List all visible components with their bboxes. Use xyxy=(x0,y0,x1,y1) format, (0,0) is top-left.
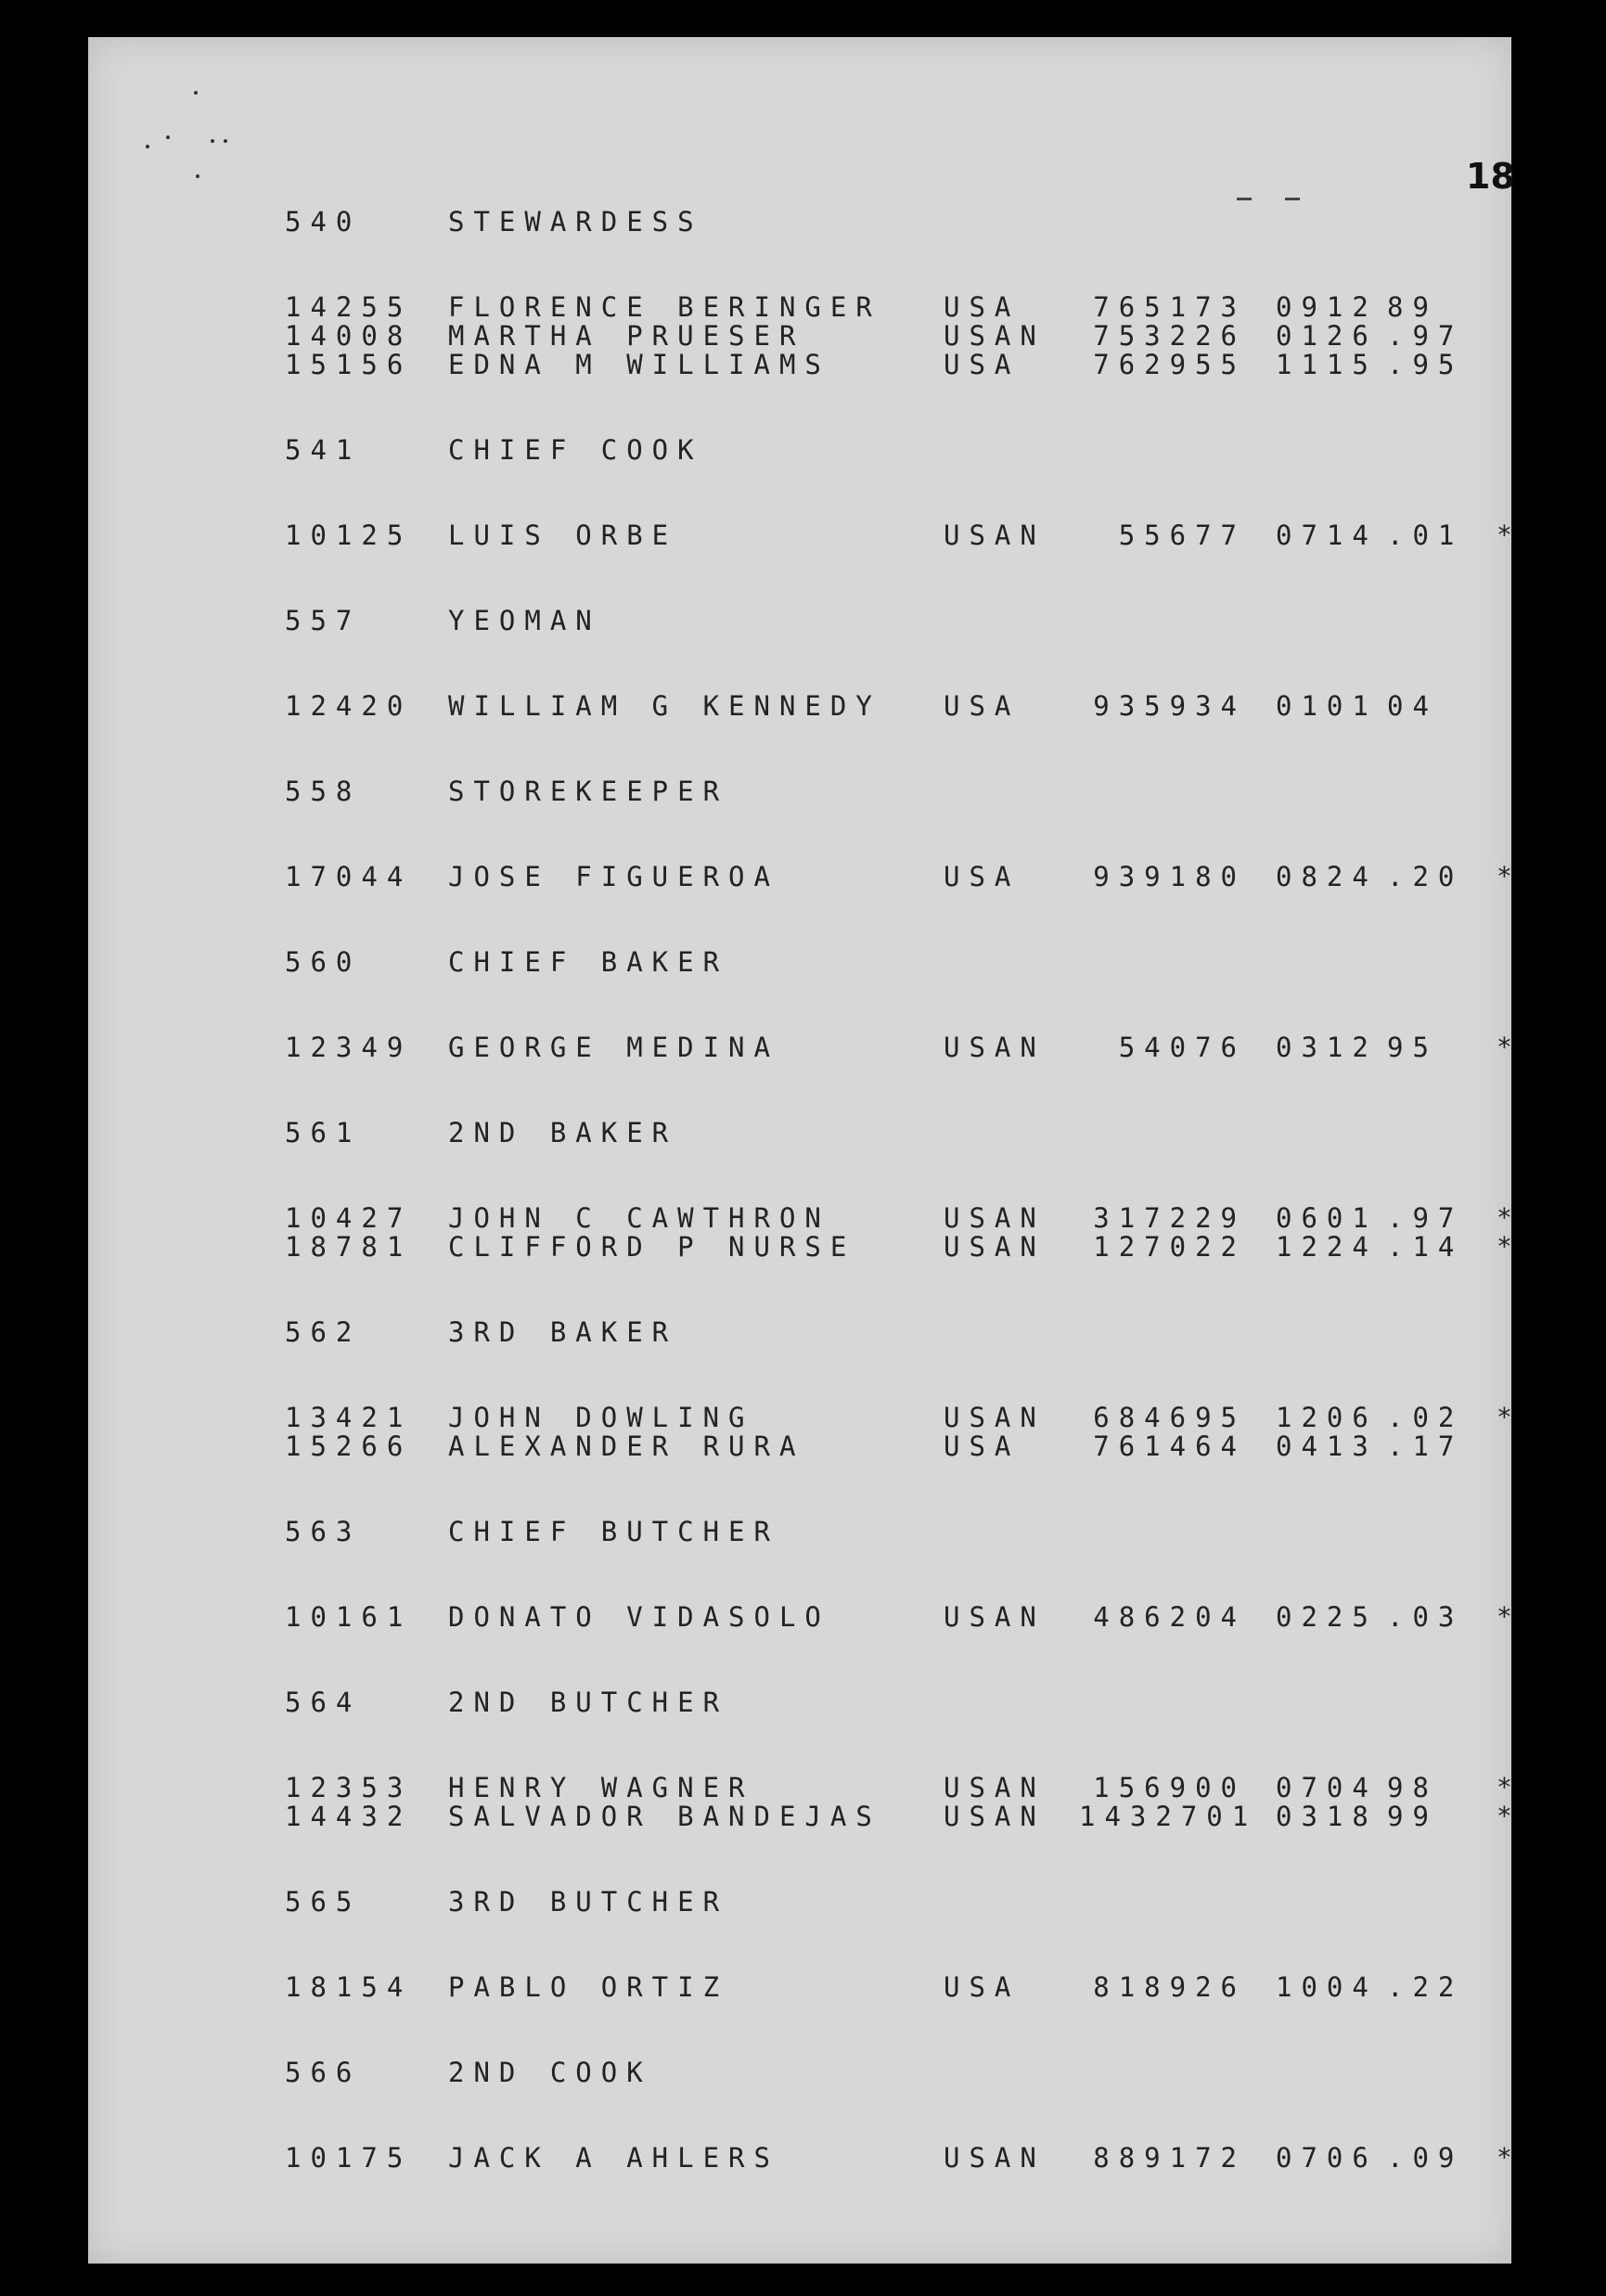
crew-name: JOHN C CAWTHRON xyxy=(448,1202,830,1234)
crew-id: 17044 xyxy=(285,861,413,892)
rating-code: 560 xyxy=(285,946,362,978)
crew-date: 0912 xyxy=(1276,291,1378,323)
crew-id: 10175 xyxy=(285,2142,413,2174)
crew-value: .01 xyxy=(1387,519,1464,551)
crew-name: PABLO ORTIZ xyxy=(448,1971,729,2003)
crew-value: .09 xyxy=(1387,2142,1464,2174)
crew-nationality: USA xyxy=(944,349,1021,380)
crew-nationality: USAN xyxy=(944,1231,1046,1263)
crew-date: 0601 xyxy=(1276,1202,1378,1234)
rating-title: STOREKEEPER xyxy=(448,776,729,807)
crew-number: 889172 xyxy=(1093,2142,1246,2174)
crew-date: 0318 xyxy=(1276,1801,1378,1832)
section-heading xyxy=(88,947,1511,977)
crew-row xyxy=(88,292,1511,322)
section-heading xyxy=(88,207,1511,237)
crew-name: HENRY WAGNER xyxy=(448,1772,754,1803)
rating-title: 3RD BUTCHER xyxy=(448,1886,729,1918)
crew-id: 12420 xyxy=(285,690,413,722)
section-heading xyxy=(88,1517,1511,1546)
crew-mark: * xyxy=(1497,1772,1522,1802)
rating-code: 540 xyxy=(285,206,362,237)
crew-name: FLORENCE BERINGER xyxy=(448,291,881,323)
crew-row xyxy=(88,1402,1522,1433)
dust-speck xyxy=(196,174,199,178)
crew-id: 15156 xyxy=(285,349,413,380)
rating-code: 562 xyxy=(285,1316,362,1348)
crew-date: 0101 xyxy=(1276,690,1378,722)
crew-id: 14432 xyxy=(285,1801,413,1832)
crew-nationality: USAN xyxy=(944,1032,1046,1063)
crew-row xyxy=(88,1032,1522,1063)
dust-speck xyxy=(166,135,170,139)
crew-mark: * xyxy=(1497,1032,1522,1062)
crew-date: 0413 xyxy=(1276,1430,1378,1462)
section-heading xyxy=(88,435,1511,465)
crew-number: 939180 xyxy=(1093,861,1246,892)
crew-number: 317229 xyxy=(1093,1202,1246,1234)
crew-date: 0824 xyxy=(1276,861,1378,892)
crew-date: 0706 xyxy=(1276,2142,1378,2174)
crew-date: 1004 xyxy=(1276,1971,1378,2003)
dust-speck xyxy=(224,139,227,143)
rating-title: CHIEF BAKER xyxy=(448,946,729,978)
crew-name: JACK A AHLERS xyxy=(448,2142,779,2174)
crew-row xyxy=(88,350,1511,379)
crew-mark: * xyxy=(1497,519,1522,550)
crew-id: 10427 xyxy=(285,1202,413,1234)
crew-id: 14008 xyxy=(285,320,413,352)
crew-nationality: USA xyxy=(944,861,1021,892)
crew-value: 95 xyxy=(1387,1032,1438,1063)
crew-value: .14 xyxy=(1387,1231,1464,1263)
crew-nationality: USAN xyxy=(944,320,1046,352)
section-heading xyxy=(88,1118,1511,1148)
crew-value: .02 xyxy=(1387,1402,1464,1433)
crew-id: 14255 xyxy=(285,291,413,323)
crew-nationality: USAN xyxy=(944,1772,1046,1803)
rating-title: YEOMAN xyxy=(448,605,601,636)
crew-name: JOHN DOWLING xyxy=(448,1402,754,1433)
dust-speck xyxy=(194,91,198,95)
crew-number: 765173 xyxy=(1093,291,1246,323)
crew-name: JOSE FIGUEROA xyxy=(448,861,779,892)
crew-value: .97 xyxy=(1387,320,1464,352)
crew-name: DONATO VIDASOLO xyxy=(448,1601,830,1633)
crew-id: 10161 xyxy=(285,1601,413,1633)
rating-title: CHIEF BUTCHER xyxy=(448,1516,779,1547)
crew-nationality: USAN xyxy=(944,1402,1046,1433)
crew-row xyxy=(88,1231,1522,1263)
crew-name: WILLIAM G KENNEDY xyxy=(448,690,881,722)
crew-row xyxy=(88,1202,1522,1234)
rating-code: 564 xyxy=(285,1687,362,1718)
crew-mark: * xyxy=(1497,861,1522,891)
crew-number: 55677 xyxy=(1118,519,1246,551)
crew-value: 99 xyxy=(1387,1801,1438,1832)
crew-number: 761464 xyxy=(1093,1430,1246,1462)
rating-code: 563 xyxy=(285,1516,362,1547)
crew-name: SALVADOR BANDEJAS xyxy=(448,1801,881,1832)
crew-row xyxy=(88,519,1522,551)
rating-title: 2ND BAKER xyxy=(448,1117,678,1148)
section-heading xyxy=(88,1887,1511,1917)
crew-mark: * xyxy=(1497,1402,1522,1432)
section-heading xyxy=(88,606,1511,635)
crew-name: MARTHA PRUESER xyxy=(448,320,805,352)
mark-dash xyxy=(1237,198,1252,200)
crew-value: .20 xyxy=(1387,861,1464,892)
crew-number: 54076 xyxy=(1118,1032,1246,1063)
crew-row xyxy=(88,861,1522,892)
rating-code: 541 xyxy=(285,434,362,466)
crew-value: .95 xyxy=(1387,349,1464,380)
rating-code: 558 xyxy=(285,776,362,807)
crew-name: EDNA M WILLIAMS xyxy=(448,349,830,380)
section-heading xyxy=(88,776,1511,806)
crew-number: 127022 xyxy=(1093,1231,1246,1263)
crew-nationality: USA xyxy=(944,1430,1021,1462)
crew-date: 0312 xyxy=(1276,1032,1378,1063)
rating-code: 561 xyxy=(285,1117,362,1148)
crew-row xyxy=(88,2142,1522,2174)
crew-date: 0714 xyxy=(1276,519,1378,551)
dust-speck xyxy=(211,139,214,143)
crew-mark: * xyxy=(1497,1202,1522,1233)
section-heading xyxy=(88,1687,1511,1717)
crew-row xyxy=(88,1972,1511,2002)
crew-nationality: USAN xyxy=(944,1801,1046,1832)
crew-mark: * xyxy=(1497,1801,1522,1831)
crew-name: LUIS ORBE xyxy=(448,519,678,551)
crew-date: 0126 xyxy=(1276,320,1378,352)
rating-code: 566 xyxy=(285,2057,362,2088)
crew-number: 1432701 xyxy=(1079,1801,1258,1832)
crew-nationality: USAN xyxy=(944,1601,1046,1633)
crew-mark: * xyxy=(1497,1231,1522,1262)
crew-name: CLIFFORD P NURSE xyxy=(448,1231,856,1263)
crew-date: 0225 xyxy=(1276,1601,1378,1633)
crew-id: 12353 xyxy=(285,1772,413,1803)
crew-value: .22 xyxy=(1387,1971,1464,2003)
crew-number: 753226 xyxy=(1093,320,1246,352)
crew-date: 1115 xyxy=(1276,349,1378,380)
rating-title: CHIEF COOK xyxy=(448,434,703,466)
crew-number: 486204 xyxy=(1093,1601,1246,1633)
rating-title: 2ND COOK xyxy=(448,2057,652,2088)
page-number: 18 xyxy=(1466,156,1515,197)
crew-id: 13421 xyxy=(285,1402,413,1433)
crew-value: 89 xyxy=(1387,291,1438,323)
crew-number: 156900 xyxy=(1093,1772,1246,1803)
crew-id: 18154 xyxy=(285,1971,413,2003)
mark-dash xyxy=(1285,198,1300,200)
crew-number: 818926 xyxy=(1093,1971,1246,2003)
crew-name: GEORGE MEDINA xyxy=(448,1032,779,1063)
rating-code: 565 xyxy=(285,1886,362,1918)
crew-id: 15266 xyxy=(285,1430,413,1462)
crew-nationality: USAN xyxy=(944,519,1046,551)
crew-row xyxy=(88,321,1511,351)
crew-row xyxy=(88,691,1511,721)
section-heading xyxy=(88,1317,1511,1347)
crew-date: 1206 xyxy=(1276,1402,1378,1433)
crew-number: 935934 xyxy=(1093,690,1246,722)
crew-date: 0704 xyxy=(1276,1772,1378,1803)
document-page xyxy=(88,37,1522,2264)
crew-nationality: USAN xyxy=(944,1202,1046,1234)
crew-id: 18781 xyxy=(285,1231,413,1263)
crew-nationality: USA xyxy=(944,291,1021,323)
crew-name: ALEXANDER RURA xyxy=(448,1430,805,1462)
crew-nationality: USAN xyxy=(944,2142,1046,2174)
crew-number: 762955 xyxy=(1093,349,1246,380)
section-heading xyxy=(88,2058,1511,2087)
crew-row xyxy=(88,1772,1522,1803)
rating-title: STEWARDESS xyxy=(448,206,703,237)
crew-value: 04 xyxy=(1387,690,1438,722)
crew-id: 12349 xyxy=(285,1032,413,1063)
crew-row xyxy=(88,1431,1511,1461)
crew-nationality: USA xyxy=(944,1971,1021,2003)
crew-value: .03 xyxy=(1387,1601,1464,1633)
rating-title: 2ND BUTCHER xyxy=(448,1687,729,1718)
rating-code: 557 xyxy=(285,605,362,636)
crew-mark: * xyxy=(1497,1601,1522,1632)
crew-value: 98 xyxy=(1387,1772,1438,1803)
crew-row xyxy=(88,1601,1522,1633)
crew-nationality: USA xyxy=(944,690,1021,722)
rating-title: 3RD BAKER xyxy=(448,1316,678,1348)
crew-row xyxy=(88,1801,1522,1832)
crew-id: 10125 xyxy=(285,519,413,551)
crew-value: .97 xyxy=(1387,1202,1464,1234)
crew-date: 1224 xyxy=(1276,1231,1378,1263)
dust-speck xyxy=(146,145,149,148)
crew-value: .17 xyxy=(1387,1430,1464,1462)
crew-number: 684695 xyxy=(1093,1402,1246,1433)
crew-mark: * xyxy=(1497,2142,1522,2173)
